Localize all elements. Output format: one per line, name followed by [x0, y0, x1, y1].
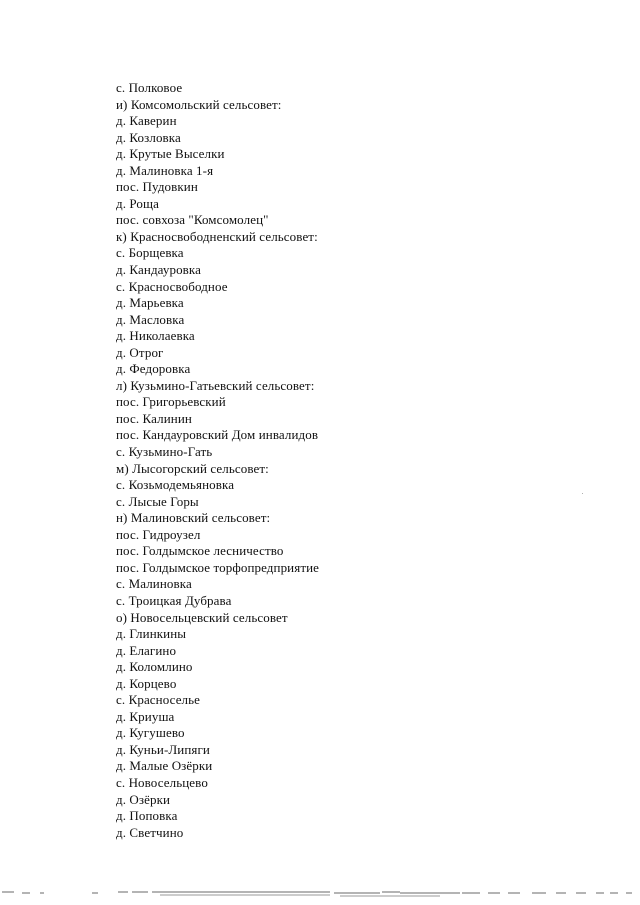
document-line: д. Криуша [116, 708, 175, 724]
document-line: с. Красносвободное [116, 278, 228, 294]
document-line: д. Коломлино [116, 659, 193, 675]
document-line: д. Каверин [116, 113, 177, 129]
document-line: д. Поповка [116, 808, 178, 824]
document-line: д. Глинкины [116, 626, 187, 642]
document-line: пос. Голдымское торфопредприятие [116, 559, 320, 575]
document-line: н) Малиновский сельсовет: [116, 510, 271, 526]
document-line: о) Новосельцевский сельсовет [116, 609, 288, 625]
document-line: д. Корцево [116, 675, 177, 691]
document-line: с. Малиновка [116, 576, 192, 592]
document-line: д. Федоровка [116, 361, 191, 377]
scan-speck [582, 493, 583, 494]
document-line: пос. Голдымское лесничество [116, 543, 284, 559]
settlement-list [116, 80, 319, 841]
document-line: д. Кандауровка [116, 262, 201, 278]
document-line: к) Красносвободненский сельсовет: [116, 228, 318, 244]
document-line: с. Кузьмино-Гать [116, 444, 213, 460]
document-line: д. Малые Озёрки [116, 758, 213, 774]
document-line: д. Масловка [116, 311, 185, 327]
document-line: д. Светчино [116, 824, 184, 840]
document-line: д. Кугушево [116, 725, 185, 741]
document-line: пос. Гидроузел [116, 526, 201, 542]
document-line: с. Козьмодемьяновка [116, 477, 235, 493]
document-line: и) Комсомольский сельсовет: [116, 96, 282, 112]
document-line: с. Лысые Горы [116, 493, 199, 509]
document-line: д. Куньи-Липяги [116, 741, 210, 757]
document-line: пос. Пудовкин [116, 179, 198, 195]
document-line: пос. Кандауровский Дом инвалидов [116, 427, 319, 443]
document-line: д. Крутые Выселки [116, 146, 225, 162]
document-line: д. Озёрки [116, 791, 171, 807]
document-line: м) Лысогорский сельсовет: [116, 460, 269, 476]
document-line: пос. Калинин [116, 410, 192, 426]
document-line: с. Красноселье [116, 692, 201, 708]
document-line: с. Новосельцево [116, 774, 208, 790]
document-line: д. Малиновка 1-я [116, 162, 214, 178]
document-line: л) Кузьмино-Гатьевский сельсовет: [116, 377, 315, 393]
document-line: д. Козловка [116, 129, 181, 145]
document-line: д. Отрог [116, 344, 164, 360]
scan-edge-artifact [0, 888, 640, 902]
document-line: пос. Григорьевский [116, 394, 226, 410]
document-line: пос. совхоза "Комсомолец" [116, 212, 269, 228]
document-line: д. Роща [116, 195, 160, 211]
document-line: с. Борщевка [116, 245, 184, 261]
document-line: с. Троицкая Дубрава [116, 592, 232, 608]
document-line: д. Елагино [116, 642, 177, 658]
document-line: д. Николаевка [116, 328, 195, 344]
document-line: с. Полковое [116, 80, 183, 95]
document-line: д. Марьевка [116, 295, 184, 311]
